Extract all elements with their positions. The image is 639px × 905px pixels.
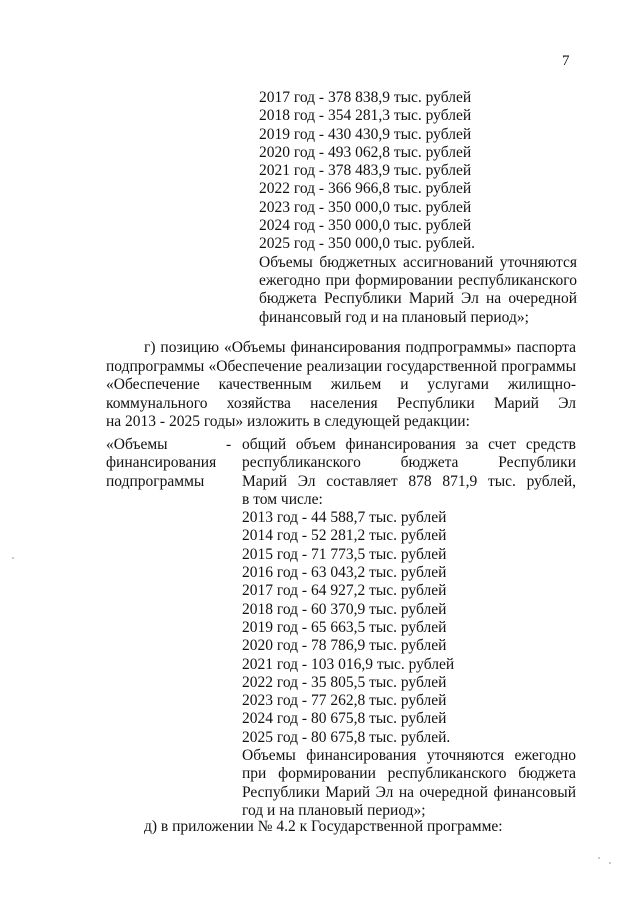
year-line: 2015 год - 71 773,5 тыс. рублей: [242, 545, 447, 563]
paragraph-g: [106, 339, 576, 432]
year-line: 2013 год - 44 588,7 тыс. рублей: [242, 509, 447, 527]
year-line: 2021 год - 103 016,9 тыс. рублей: [242, 655, 455, 673]
note-line: ежегодно при формировании республиканского: [259, 271, 577, 289]
intro-line: Марий Эл составляет 878 871,9 тыс. рублей,: [242, 472, 576, 490]
year-line: 2024 год - 350 000,0 тыс. рублей: [259, 217, 472, 235]
year-line: 2020 год - 78 786,9 тыс. рублей: [242, 637, 447, 655]
year-line: 2017 год - 64 927,2 тыс. рублей: [242, 582, 447, 600]
scan-speck: [12, 557, 14, 559]
scan-speck: [609, 862, 611, 864]
paragraph-line: коммунального хозяйства населения Республики Марий Эл: [106, 394, 576, 412]
year-line: 2020 год - 493 062,8 тыс. рублей: [259, 143, 472, 161]
budget-note: [259, 254, 577, 327]
note-line: год и на плановый период»;: [242, 801, 426, 819]
year-line: 2018 год - 354 281,3 тыс. рублей: [259, 107, 472, 125]
note-line: Объемы финансирования уточняются ежегодно: [242, 747, 576, 765]
year-line: 2016 год - 63 043,2 тыс. рублей: [242, 564, 447, 582]
year-line: 2017 год - 378 838,9 тыс. рублей: [259, 89, 472, 106]
year-line: 2018 год - 60 370,9 тыс. рублей: [242, 600, 447, 618]
label-line: финансирования: [106, 454, 217, 472]
paragraph-line: г) позицию «Объемы финансирования подпрограммы» паспорта: [144, 339, 576, 356]
label-line: подпрограммы: [106, 472, 205, 490]
scan-speck: [598, 857, 600, 859]
year-line: 2022 год - 35 805,5 тыс. рублей: [242, 673, 447, 691]
paragraph-line: подпрограммы «Обеспечение реализации государственной программы: [106, 357, 576, 375]
paragraph-line: на 2013 - 2025 годы» изложить в следующей редакции:: [106, 413, 470, 430]
note-line: при формировании республиканского бюджета: [242, 765, 576, 783]
intro-line: республиканского бюджета Республики: [242, 454, 576, 472]
table-label: [106, 436, 224, 491]
page-number: 7: [562, 53, 570, 69]
intro-line: общий объем финансирования за счет средств: [242, 436, 576, 453]
year-line: 2014 год - 52 281,2 тыс. рублей: [242, 527, 447, 545]
year-line: 2019 год - 430 430,9 тыс. рублей: [259, 125, 472, 143]
note-line: Республики Марий Эл на очередной финансовый: [242, 783, 576, 801]
year-line: 2024 год - 80 675,8 тыс. рублей: [242, 710, 447, 728]
intro-line: в том числе:: [242, 490, 323, 508]
year-line: 2019 год - 65 663,5 тыс. рублей: [242, 618, 447, 636]
year-line: 2025 год - 350 000,0 тыс. рублей.: [259, 235, 476, 253]
funding-years-block-1: [259, 89, 577, 327]
table-content: [242, 436, 576, 820]
year-line: 2021 год - 378 483,9 тыс. рублей: [259, 162, 472, 180]
paragraph-d: д) в приложении № 4.2 к Государственной программе:: [144, 818, 503, 835]
year-line: 2023 год - 350 000,0 тыс. рублей: [259, 198, 472, 216]
year-line: 2023 год - 77 262,8 тыс. рублей: [242, 692, 447, 710]
note-line: Объемы бюджетных ассигнований уточняются: [259, 253, 577, 271]
note-line: бюджета Республики Марий Эл на очередной: [259, 290, 577, 308]
year-line: 2022 год - 366 966,8 тыс. рублей: [259, 180, 472, 198]
label-dash: -: [226, 436, 232, 453]
year-line: 2025 год - 80 675,8 тыс. рублей.: [242, 728, 451, 746]
paragraph-line: «Обеспечение качественным жильем и услугами жилищно-: [106, 376, 576, 393]
label-line: «Объемы: [106, 436, 168, 453]
note-line: финансовый год и на плановый период»;: [259, 308, 529, 326]
